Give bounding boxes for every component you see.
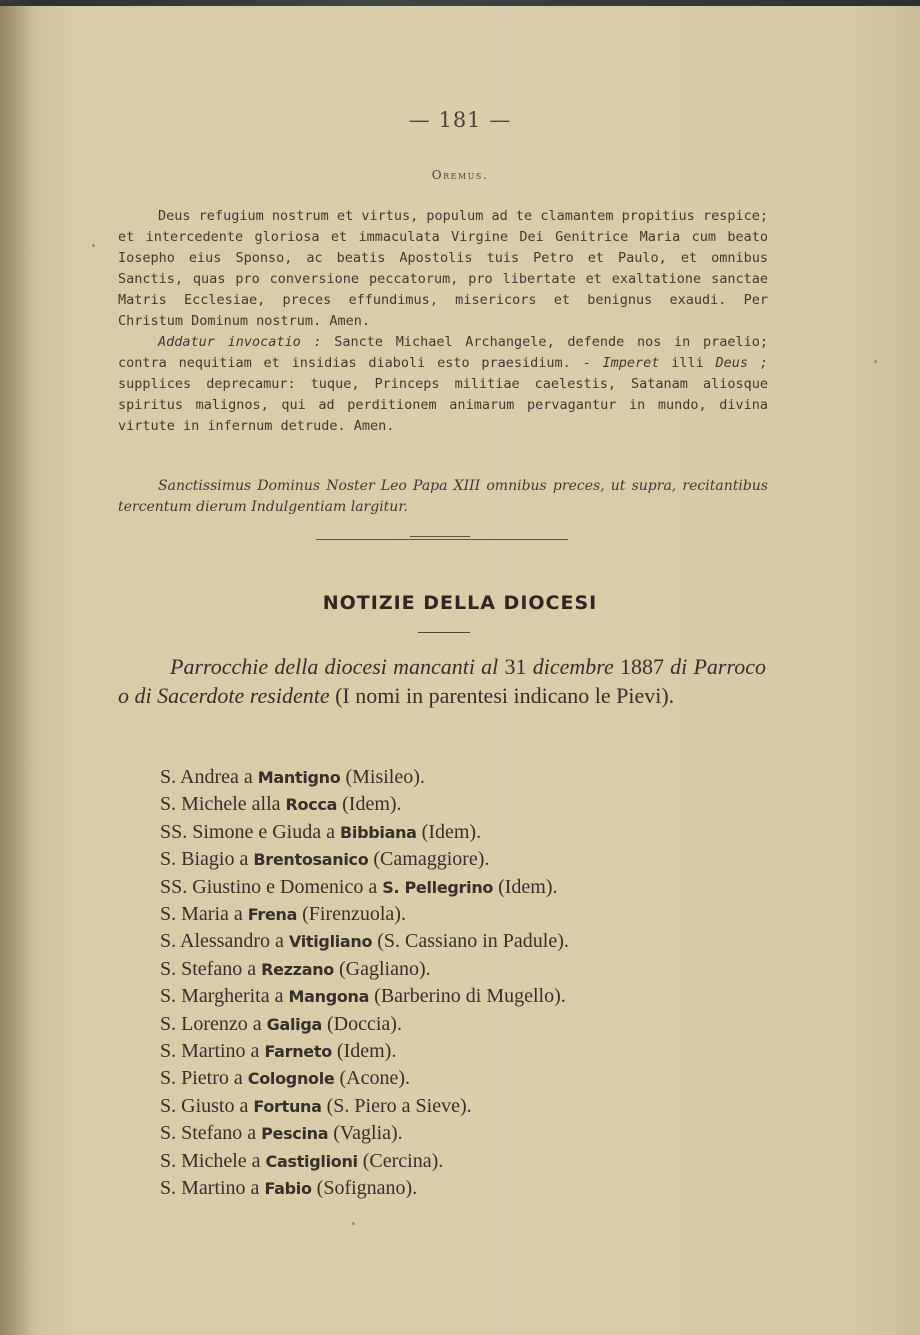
parish-place: Frena xyxy=(247,905,298,925)
list-item xyxy=(160,956,569,983)
parish-place: Rezzano xyxy=(261,959,334,979)
parish-pieve: (Idem). xyxy=(331,1040,397,1063)
parish-saint: S. Giusto a xyxy=(160,1094,254,1117)
list-item xyxy=(160,983,569,1010)
parish-place: Colognole xyxy=(247,1069,335,1089)
parish-saint: SS. Simone e Giuda a xyxy=(160,820,340,843)
parish-pieve: (Cercina). xyxy=(357,1149,444,1172)
parish-pieve: (S. Cassiano in Padule). xyxy=(372,930,569,953)
prayer-block xyxy=(118,206,768,437)
invocation-paragraph xyxy=(118,332,768,437)
parish-place: S. Pellegrino xyxy=(382,877,494,897)
intro-part-4: (I nomi in parentesi indicano le Pievi). xyxy=(329,683,675,708)
parish-place: Fortuna xyxy=(253,1096,322,1116)
parish-saint: S. Margherita a xyxy=(160,985,289,1008)
intro-part-3: di Parroco o di Sacerdote residente xyxy=(118,654,767,708)
parish-pieve: (Doccia). xyxy=(322,1012,402,1035)
list-item xyxy=(160,874,569,901)
parish-saint: S. Lorenzo a xyxy=(160,1012,267,1035)
parish-place: Vitigliano xyxy=(288,932,373,952)
parish-pieve: (Idem). xyxy=(416,820,482,843)
oremus-heading: Oremus. xyxy=(431,168,489,182)
section-title-rule xyxy=(418,632,470,633)
parish-pieve: (S. Piero a Sieve). xyxy=(321,1094,472,1117)
parish-pieve: (Idem). xyxy=(493,875,558,898)
parish-place: Mantigno xyxy=(257,768,341,787)
section-title: NOTIZIE DELLA DIOCESI xyxy=(322,592,598,614)
parish-saint: S. Michele alla xyxy=(160,793,286,816)
parish-pieve: (Misileo). xyxy=(340,766,425,788)
invocation-lead: Addatur invocatio : xyxy=(158,334,322,350)
list-item xyxy=(160,1148,569,1175)
section-divider xyxy=(316,539,568,540)
scan-top-edge xyxy=(0,0,920,6)
parish-saint: S. Stefano a xyxy=(160,1122,262,1145)
parish-saint: S. Martino a xyxy=(160,1177,265,1200)
parish-saint: S. Pietro a xyxy=(160,1067,248,1090)
parish-place: Castiglioni xyxy=(265,1151,358,1171)
parish-place: Farneto xyxy=(264,1042,332,1062)
indulgence-note: Sanctissimus Dominus Noster Leo Papa XIII omnibus preces, ut supra, recitantibus tercentum dierum Indulgentiam largitur. xyxy=(118,478,768,515)
paper-speck xyxy=(874,360,877,363)
intro-paragraph xyxy=(118,652,766,710)
spine-shadow xyxy=(0,0,36,1335)
intro-year: 1887 xyxy=(613,654,671,679)
parish-place: Bibbiana xyxy=(340,822,417,842)
invocation-imperet: Imperet xyxy=(602,355,660,371)
parish-place: Brentosanico xyxy=(253,850,369,870)
list-item xyxy=(160,1120,569,1147)
parish-pieve: (Idem). xyxy=(337,793,402,816)
parish-pieve: (Vaglia). xyxy=(328,1122,403,1145)
paper-speck xyxy=(352,1222,355,1225)
parish-place: Pescina xyxy=(261,1124,329,1144)
prayer-paragraph: Deus refugium nostrum et virtus, populum ad te clamantem propitius respice; et intercedente gloriosa et immaculata Virgine Dei Genitrice Maria cum beato Iosepho eius Sponso, ac beatis Apostolis tuis Petro et Paulo, et omnibus Sanctis, quas pro conversione peccatorum, pro libertate et exaltatione sanctae Matris Ecclesiae, preces effundimus, misericors et benignus exaudi. Per Christum Dominum nostrum. Amen. xyxy=(118,208,768,329)
list-item xyxy=(160,1065,569,1092)
invocation-text-2: illi xyxy=(659,355,716,371)
parish-pieve: (Gagliano). xyxy=(333,957,431,980)
parish-pieve: (Barberino di Mugello). xyxy=(369,985,566,1008)
invocation-text-1: Sancte Michael Archangele, defende nos in praelio; contra nequitiam et insidias diaboli esto praesidium. - xyxy=(118,334,768,371)
list-item xyxy=(160,1175,569,1202)
intro-day: 31 xyxy=(498,654,533,679)
parish-saint: S. Michele a xyxy=(160,1149,266,1172)
parish-saint: S. Maria a xyxy=(160,903,248,926)
paper-speck xyxy=(92,244,95,247)
list-item xyxy=(160,928,569,955)
intro-part-1: Parrocchie della diocesi mancanti al xyxy=(170,654,499,679)
section-divider-accent xyxy=(410,536,470,537)
parish-place: Mangona xyxy=(288,987,370,1007)
parish-saint: SS. Giustino e Domenico a xyxy=(160,875,383,898)
list-item xyxy=(160,901,569,928)
parish-saint: S. Andrea a xyxy=(160,766,258,788)
list-item xyxy=(160,1038,569,1065)
parish-pieve: (Firenzuola). xyxy=(297,903,406,926)
list-item xyxy=(160,791,569,818)
parish-place: Fabio xyxy=(264,1179,312,1199)
parish-place: Galiga xyxy=(266,1014,322,1034)
invocation-deus: Deus ; xyxy=(715,355,768,371)
parish-list xyxy=(160,764,569,1203)
list-item xyxy=(160,764,569,791)
parish-pieve: (Camaggiore). xyxy=(368,848,490,871)
intro-part-2: dicembre xyxy=(532,654,614,679)
invocation-text-3: supplices deprecamur: tuque, Princeps militiae caelestis, Satanam aliosque spiritus malignos, qui ad perditionem animarum pervagantur in mundo, divina virtute in infernum detrude. Amen. xyxy=(118,376,768,434)
page-number: — 181 — xyxy=(408,108,512,132)
list-item xyxy=(160,1093,569,1120)
parish-saint: S. Stefano a xyxy=(160,957,262,980)
list-item xyxy=(160,1011,569,1038)
list-item xyxy=(160,819,569,846)
parish-saint: S. Biagio a xyxy=(160,848,254,871)
parish-saint: S. Alessandro a xyxy=(160,930,289,953)
list-item xyxy=(160,846,569,873)
parish-place: Rocca xyxy=(285,795,338,815)
parish-pieve: (Acone). xyxy=(334,1067,410,1090)
parish-saint: S. Martino a xyxy=(160,1040,265,1063)
parish-pieve: (Sofignano). xyxy=(311,1177,418,1200)
